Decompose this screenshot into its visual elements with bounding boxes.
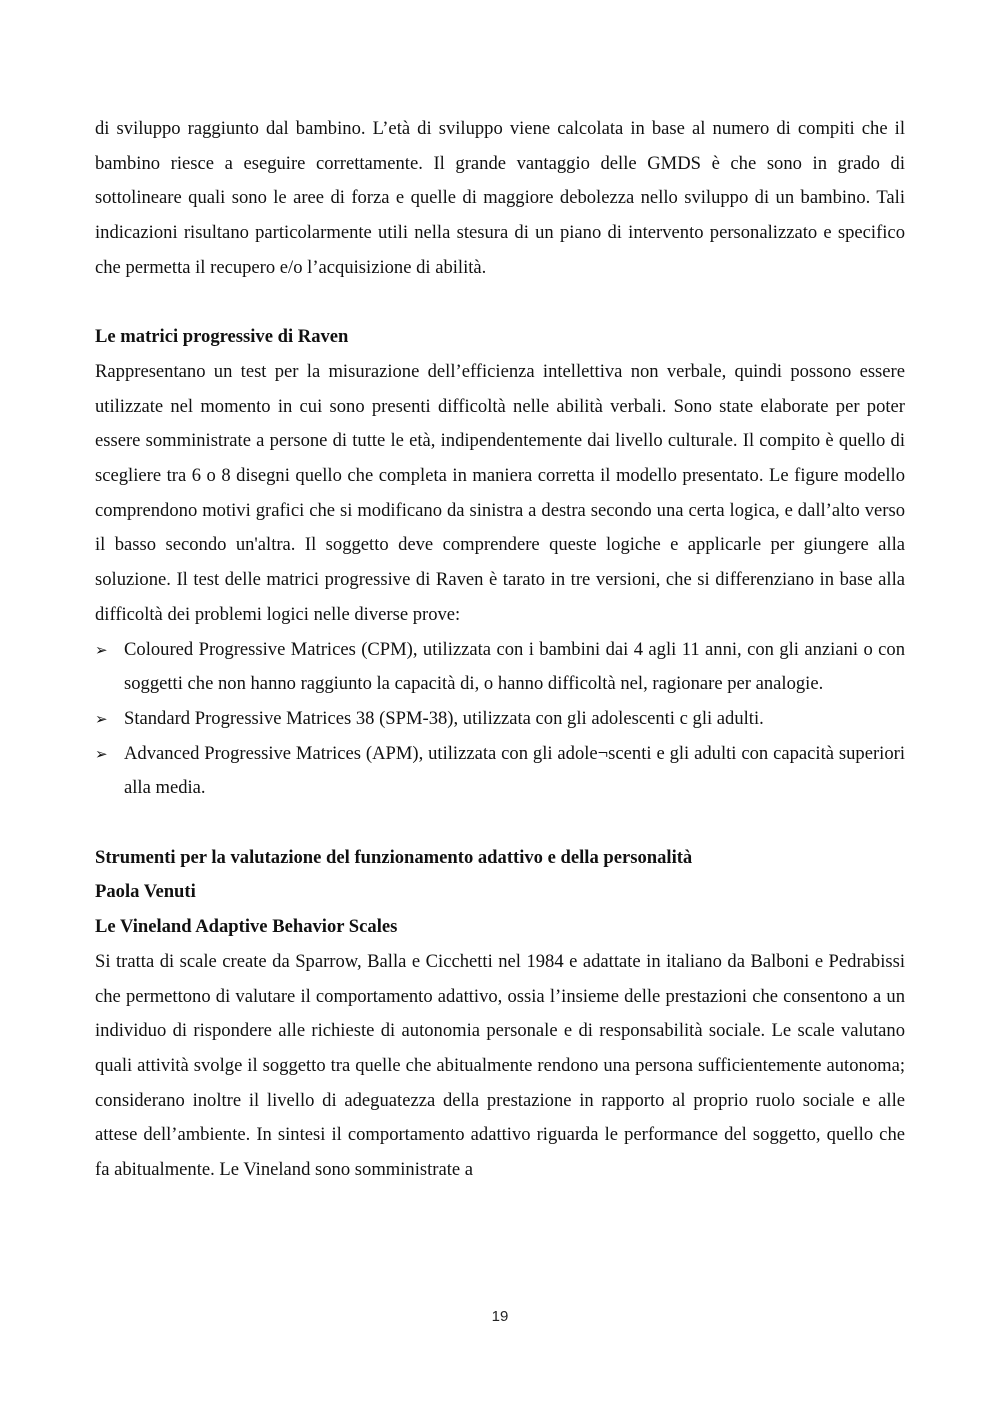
arrow-bullet-icon: ➢	[95, 744, 108, 763]
arrow-bullet-icon: ➢	[95, 640, 108, 659]
raven-heading: Le matrici progressive di Raven	[95, 326, 349, 348]
paragraph-spacer	[95, 806, 905, 841]
raven-paragraph: Rappresentano un test per la misurazione dell’efficienza intellettiva non verbale, quindi possono essere utilizzate nel momento in cui sono presenti difficoltà nelle abilità verbali. Sono state elaborate per poter essere somministrate a persone di tutte le età, indipendentemente dai livello culturale. Il compito è quello di scegliere tra 6 o 8 disegni quello che completa in maniera corretta il modello presentato. Le figure modello comprendono motivi grafici che si modificano da sinistra a destra secondo una certa logica, e dall’alto verso il basso secondo un'altra. Il soggetto deve comprendere queste logiche e applicarle per giungere alla soluzione. Il test delle matrici progressive di Raven è tarato in tre versioni, che si differenziano in base alla difficoltà dei problemi logici nelle diverse prove:	[95, 360, 905, 625]
paragraph-spacer	[95, 286, 905, 321]
vineland-heading: Le Vineland Adaptive Behavior Scales	[95, 916, 398, 938]
list-item	[95, 633, 905, 702]
list-item-text: Standard Progressive Matrices 38 (SPM-38), utilizzata con gli adolescenti c gli adulti.	[124, 707, 764, 729]
arrow-bullet-icon: ➢	[95, 709, 108, 728]
list-item	[95, 737, 905, 806]
document-page	[95, 112, 905, 1188]
list-item-text: Coloured Progressive Matrices (CPM), utilizzata con i bambini dai 4 agli 11 anni, con gli anziani o con soggetti che non hanno raggiunto la capacità di, o hanno difficoltà nel, ragionare per analogie.	[124, 638, 905, 695]
list-item	[95, 702, 905, 737]
section-heading: Strumenti per la valutazione del funzionamento adattivo e della personalità	[95, 846, 693, 868]
author-name: Paola Venuti	[95, 881, 196, 903]
list-item-text: Advanced Progressive Matrices (APM), utilizzata con gli adole¬scenti e gli adulti con capacità superiori alla media.	[124, 742, 905, 799]
page-number: 19	[491, 1308, 509, 1325]
vineland-paragraph: Si tratta di scale create da Sparrow, Balla e Cicchetti nel 1984 e adattate in italiano da Balboni e Pedrabissi che permettono di valutare il comportamento adattivo, ossia l’insieme delle prestazioni che consentono a un individuo di rispondere alle richieste di autonomia personale e di responsabilità sociale. Le scale valutano quali attività svolge il soggetto tra quelle che abitualmente rendono una persona sufficientemente autonoma; considerano inoltre il livello di adeguatezza della prestazione in rapporto al proprio ruolo sociale e alle attese dell’ambiente. In sintesi il comportamento adattivo riguarda le performance del soggetto, quello che fa abitualmente. Le Vineland sono somministrate a	[95, 950, 905, 1181]
raven-versions-list	[95, 633, 905, 807]
intro-paragraph: di sviluppo raggiunto dal bambino. L’età di sviluppo viene calcolata in base al numero di compiti che il bambino riesce a eseguire correttamente. Il grande vantaggio delle GMDS è che sono in grado di sottolineare quali sono le aree di forza e quelle di maggiore debolezza nello sviluppo di un bambino. Tali indicazioni risultano particolarmente utili nella stesura di un piano di intervento personalizzato e specifico che permetta il recupero e/o l’acquisizione di abilità.	[95, 118, 905, 278]
